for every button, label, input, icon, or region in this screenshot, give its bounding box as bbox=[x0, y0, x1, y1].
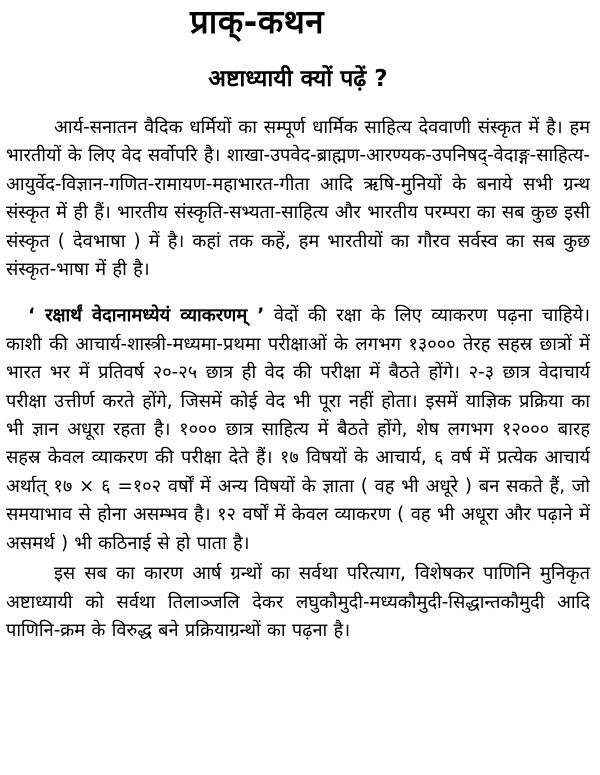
page-title: प्राक्-कथन bbox=[190, 2, 325, 41]
sanskrit-quote: ‘ रक्षार्थं वेदानामध्येयं व्याकरणम् ’ bbox=[28, 305, 265, 327]
paragraph-2 bbox=[6, 302, 590, 558]
paragraph-2-text: वेदों की रक्षा के लिए व्याकरण पढ़ना चाहिये। काशी की आचार्य-शास्त्री-मध्यमा-प्रथमा परीक्षाओं के लगभग १३००० तेरह सहस्र छात्रों में भारत भर में प्रतिवर्ष २०-२५ छात्र ही वेद की परीक्षा में बैठते होंगे। २-३ छात्र वेदाचार्य परीक्षा उत्तीर्ण करते होंगे, जिसमें कोई वेद भी पूरा नहीं होता। इसमें याज्ञिक प्रक्रिया का भी ज्ञान अधूरा रहता है। १००० छात्र साहित्य में बैठते होंगे, शेष लगभग १२००० बारह सहस्र केवल व्याकरण की परीक्षा देते हैं। १७ विषयों के आचार्य, ६ वर्ष में प्रत्येक आचार्य अर्थात् १७ × ६ =१०२ वर्षों में अन्य विषयों के ज्ञाता ( वह भी अधूरे ) बन सकते हैं, जो समयाभाव से होना असम्भव है। १२ वर्षों में केवल व्याकरण ( वह भी अधूरा और पढ़ाने में असमर्थ ) भी कठिनाई से हो पाता है। bbox=[6, 305, 590, 554]
paragraph-3: इस सब का कारण आर्ष ग्रन्थों का सर्वथा परित्याग, विशेषकर पाणिनि मुनिकृत अष्टाध्यायी को सर्वथा तिलाञ्जलि देकर लघुकौमुदी-मध्यकौमुदी-सिद्धान्तकौमुदी आदि पाणिनि-क्रम के विरुद्ध बने प्रक्रियाग्रन्थों का पढ़ना है। bbox=[6, 563, 590, 641]
section-subtitle: अष्टाध्यायी क्यों पढ़ें ? bbox=[208, 66, 388, 92]
paragraph-1: आर्य-सनातन वैदिक धर्मियों का सम्पूर्ण धार्मिक साहित्य देववाणी संस्कृत में है। हम भारतीयों के लिए वेद सर्वोपरि है। शाखा-उपवेद-ब्राह्मण-आरण्यक-उपनिषद्-वेदाङ्ग-साहित्य-आयुर्वेद-विज्ञान-गणित-रामायण-महाभारत-गीता आदि ऋषि-मुनियों के बनाये सभी ग्रन्थ संस्कृत में ही हैं। भारतीय संस्कृति-सभ्यता-साहित्य और भारतीय परम्परा का सब कुछ इसी संस्कृत ( देवभाषा ) में है। कहां तक कहें, हम भारतीयों का गौरव सर्वस्व का सब कुछ संस्कृत-भाषा में ही है। bbox=[6, 117, 590, 281]
